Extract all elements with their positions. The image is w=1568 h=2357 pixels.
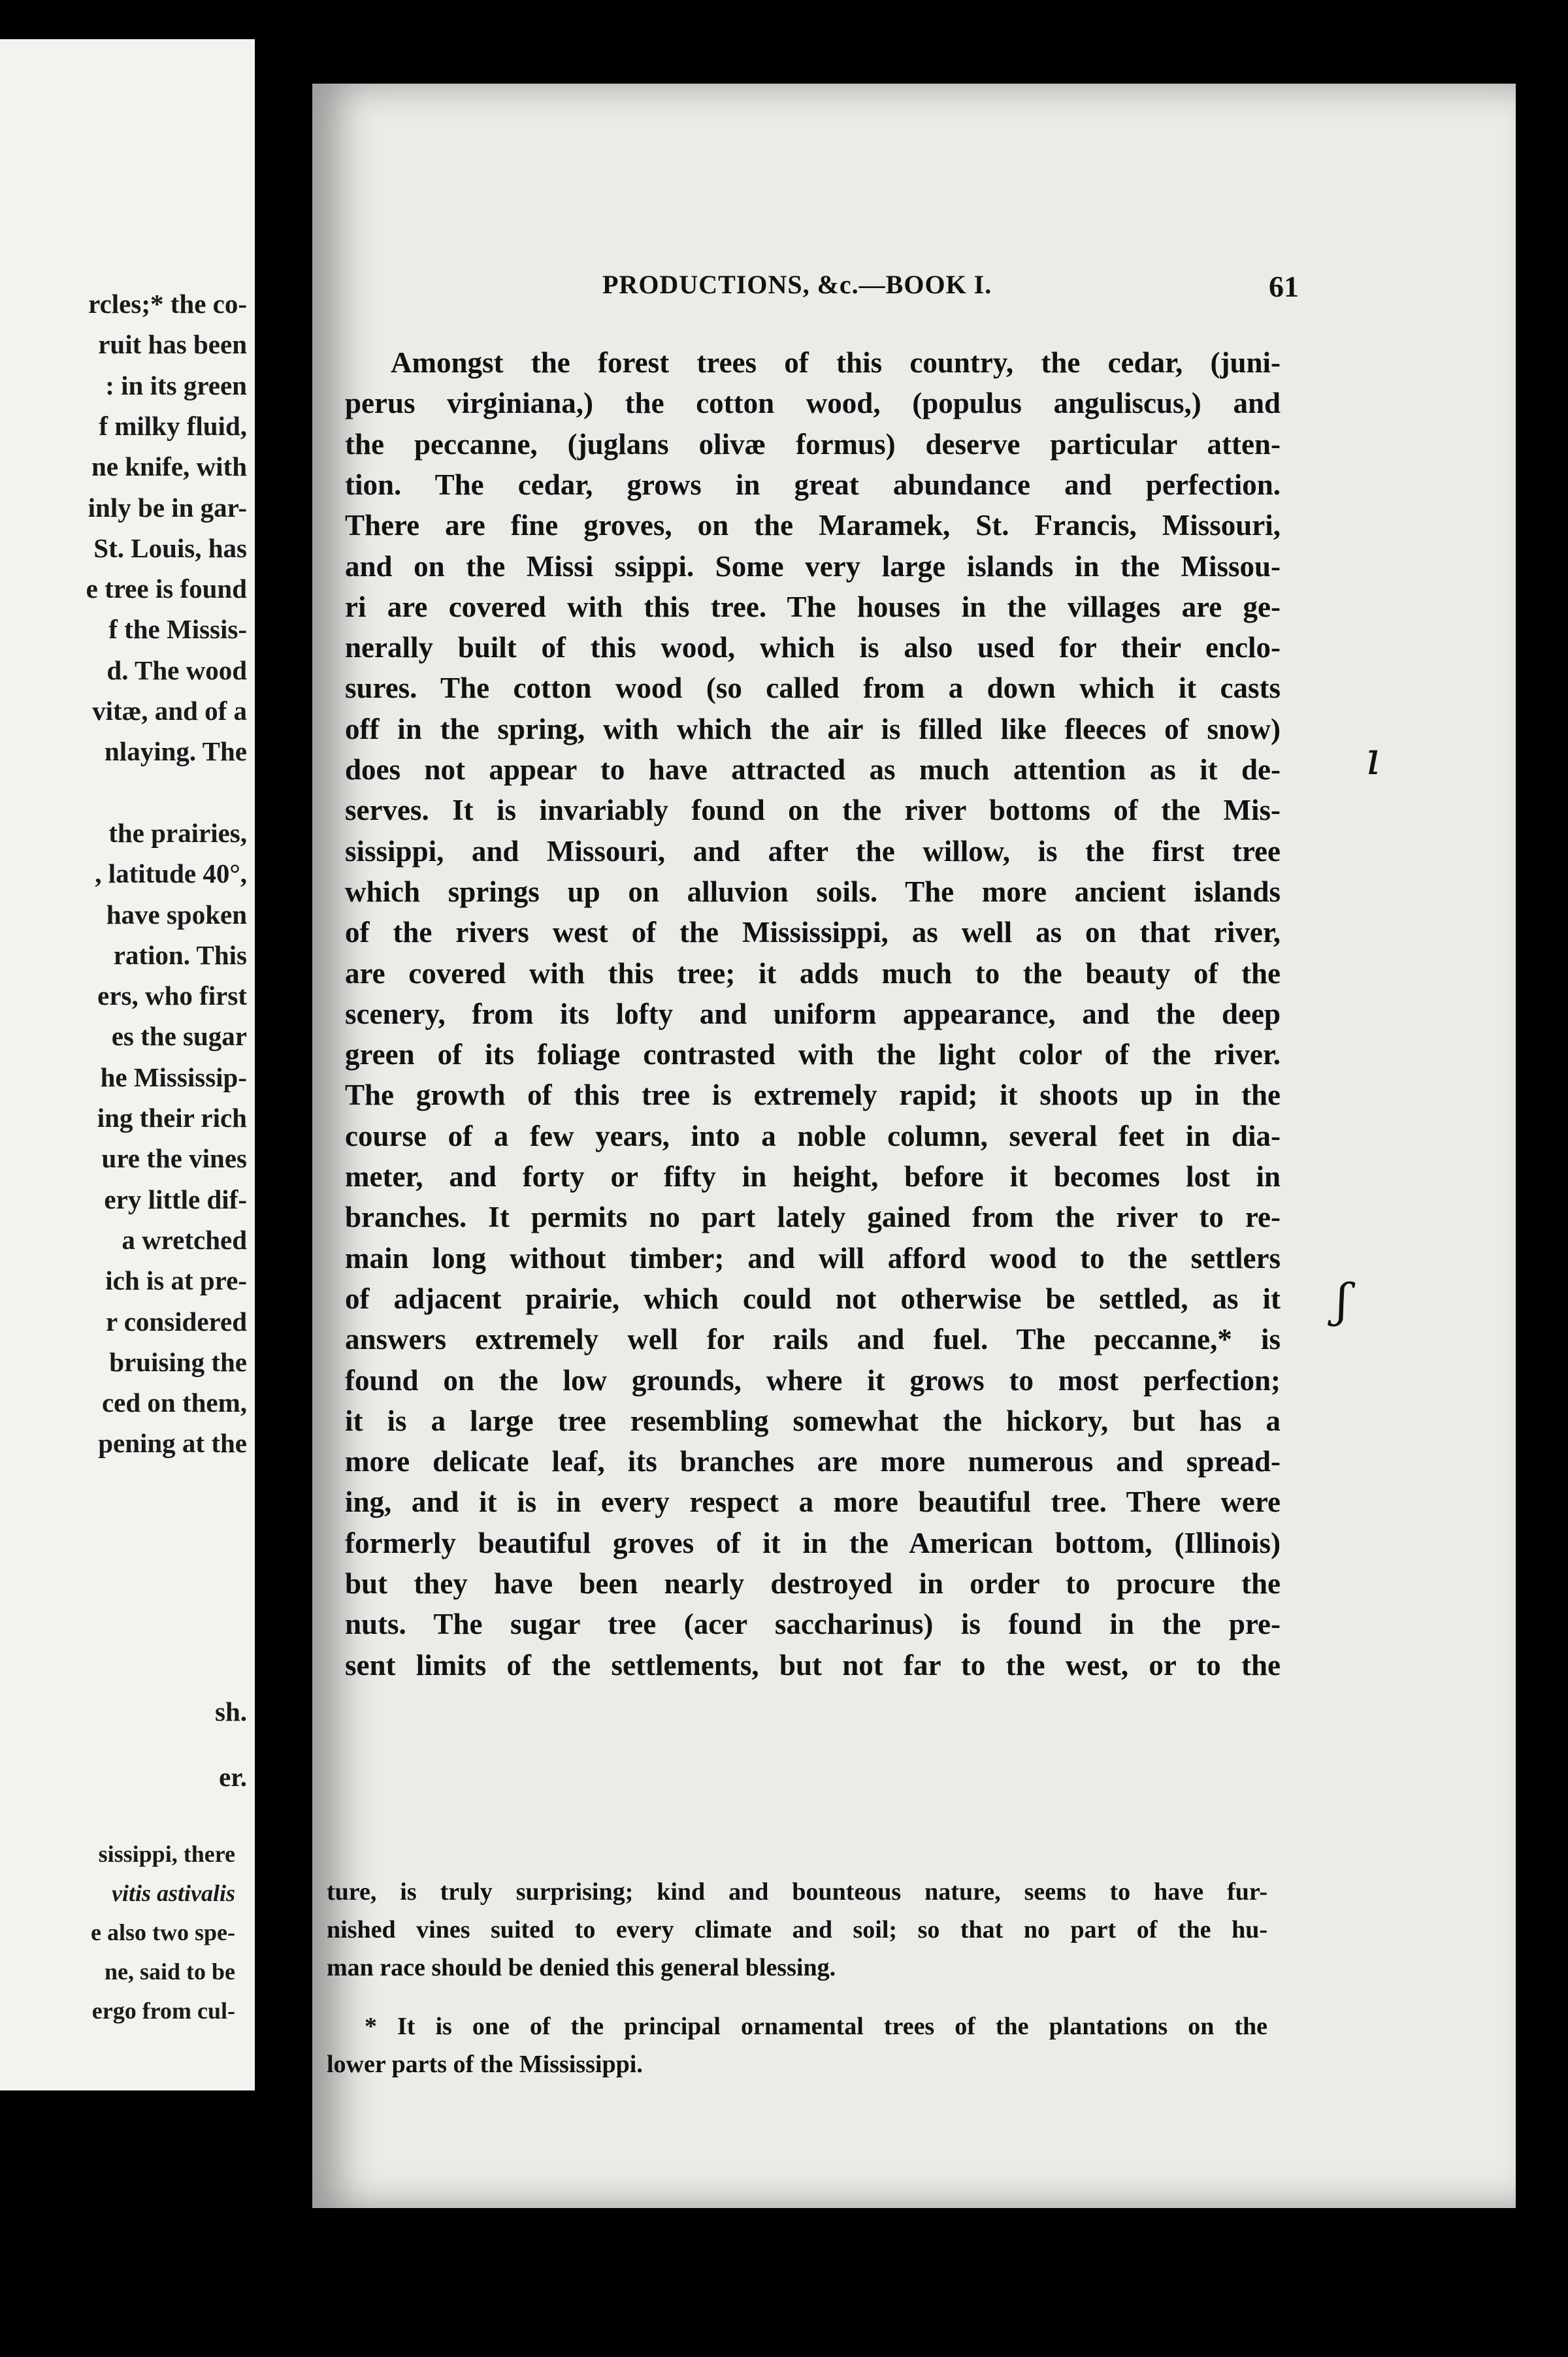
footnote-line: * It is one of the principal ornamental trees of the plantations on the	[365, 2013, 1267, 2040]
previous-page-line: ing their rich	[97, 1103, 247, 1133]
previous-page-fragment	[0, 39, 255, 2090]
previous-page-line: pening at the	[98, 1428, 247, 1459]
body-line: ing, and it is in every respect a more beautiful tree. There were	[345, 1486, 1281, 1519]
previous-page-line: ergo from cul-	[91, 1998, 235, 2024]
previous-page-line: vitis astivalis	[112, 1880, 235, 1906]
previous-page-line: ers, who first	[97, 981, 247, 1011]
body-line: main long without timber; and will afford wood to the settlers	[345, 1241, 1281, 1275]
body-line: ri are covered with this tree. The houses in the villages are ge-	[345, 590, 1281, 623]
previous-page-line: nlaying. The	[105, 736, 247, 767]
body-line: perus virginiana,) the cotton wood, (populus anguliscus,) and	[345, 387, 1281, 420]
body-line: sures. The cotton wood (so called from a down which it casts	[345, 672, 1281, 705]
page-number: 61	[1269, 270, 1299, 303]
body-line: it is a large tree resembling somewhat the hickory, but has a	[345, 1404, 1281, 1437]
body-line: There are fine groves, on the Maramek, St. Francis, Missouri,	[345, 509, 1281, 542]
previous-page-line: ruit has been	[98, 329, 247, 360]
body-line: scenery, from its lofty and uniform appearance, and the deep	[345, 997, 1281, 1030]
body-line: branches. It permits no part lately gained from the river to re-	[345, 1201, 1281, 1234]
body-line: found on the low grounds, where it grows to most perfection;	[345, 1363, 1281, 1397]
previous-page-line: ich is at pre-	[105, 1265, 247, 1296]
body-line: of adjacent prairie, which could not otherwise be settled, as it	[345, 1282, 1281, 1315]
body-line: formerly beautiful groves of it in the American bottom, (Illinois)	[345, 1526, 1281, 1559]
previous-page-line: St. Louis, has	[93, 532, 247, 563]
footnote-line: nished vines suited to every climate and soil; so that no part of the hu-	[327, 1916, 1267, 1943]
previous-page-line: er.	[219, 1762, 247, 1792]
body-line: more delicate leaf, its branches are more numerous and spread-	[345, 1445, 1281, 1478]
previous-page-line: e also two spe-	[91, 1919, 235, 1945]
previous-page-line: e tree is found	[86, 574, 247, 604]
body-line: The growth of this tree is extremely rapid; it shoots up in the	[345, 1079, 1281, 1112]
previous-page-line: vitæ, and of a	[92, 696, 247, 726]
book-gutter	[255, 0, 314, 2357]
footnote-line: lower parts of the Mississippi.	[327, 2051, 643, 2078]
previous-page-line: bruising the	[109, 1346, 247, 1377]
body-line: Amongst the forest trees of this country, the cedar, (juni-	[391, 346, 1281, 379]
previous-page-line: , latitude 40°,	[95, 858, 247, 889]
previous-page-line: a wretched	[122, 1224, 247, 1255]
previous-page-line: ne, said to be	[104, 1959, 235, 1985]
body-line: answers extremely well for rails and fuel. The peccanne,* is	[345, 1323, 1281, 1356]
body-line: which springs up on alluvion soils. The more ancient islands	[345, 875, 1281, 908]
body-line: sent limits of the settlements, but not far to the west, or to the	[345, 1648, 1281, 1682]
body-line: the peccanne, (juglans olivæ formus) deserve particular atten-	[345, 427, 1281, 461]
body-line: green of its foliage contrasted with the light color of the river.	[345, 1038, 1281, 1071]
previous-page-line: he Mississip-	[100, 1062, 247, 1092]
body-line: serves. It is invariably found on the river bottoms of the Mis-	[345, 794, 1281, 827]
body-line: of the rivers west of the Mississippi, as well as on that river,	[345, 916, 1281, 949]
previous-page-line: ery little dif-	[104, 1184, 247, 1214]
previous-page-line: the prairies,	[108, 817, 247, 848]
previous-page-line: have spoken	[106, 899, 247, 930]
body-line: meter, and forty or fifty in height, before it becomes lost in	[345, 1160, 1281, 1193]
margin-pencil-mark: ʃ	[1336, 1274, 1349, 1327]
previous-page-line: es the sugar	[111, 1021, 247, 1052]
previous-page-line: : in its green	[105, 370, 247, 400]
previous-page-line: sh.	[214, 1697, 247, 1727]
footnote-line: man race should be denied this general blessing.	[327, 1954, 836, 1981]
body-line: are covered with this tree; it adds much to the beauty of the	[345, 956, 1281, 990]
page-header	[602, 269, 1299, 308]
previous-page-line: ration. This	[113, 939, 247, 970]
margin-pencil-mark: ı	[1365, 732, 1380, 785]
previous-page-line: ure the vines	[101, 1143, 247, 1174]
previous-page-line: rcles;* the co-	[88, 289, 247, 319]
previous-page-line: d. The wood	[106, 655, 247, 685]
body-line: tion. The cedar, grows in great abundance and perfection.	[345, 468, 1281, 501]
body-line: does not appear to have attracted as much attention as it de-	[345, 753, 1281, 786]
previous-page-line: sissippi, there	[98, 1841, 235, 1867]
footnote-line: ture, is truly surprising; kind and bounteous nature, seems to have fur-	[327, 1878, 1267, 1906]
previous-page-line: f the Missis-	[108, 614, 247, 645]
previous-page-line: r considered	[105, 1306, 247, 1337]
previous-page-line: ne knife, with	[91, 451, 247, 482]
running-head: PRODUCTIONS, &c.—BOOK I.	[602, 270, 992, 299]
body-line: nuts. The sugar tree (acer saccharinus) is found in the pre-	[345, 1608, 1281, 1641]
body-line: nerally built of this wood, which is also used for their enclo-	[345, 631, 1281, 664]
previous-page-line: inly be in gar-	[88, 492, 247, 523]
body-line: sissippi, and Missouri, and after the willow, is the first tree	[345, 834, 1281, 868]
previous-page-line: f milky fluid,	[99, 410, 247, 441]
body-line: course of a few years, into a noble column, several feet in dia-	[345, 1119, 1281, 1152]
body-line: and on the Missi ssippi. Some very large islands in the Missou-	[345, 549, 1281, 583]
previous-page-line: ced on them,	[101, 1388, 247, 1418]
body-line: off in the spring, with which the air is filled like fleeces of snow)	[345, 712, 1281, 745]
body-line: but they have been nearly destroyed in order to procure the	[345, 1567, 1281, 1600]
